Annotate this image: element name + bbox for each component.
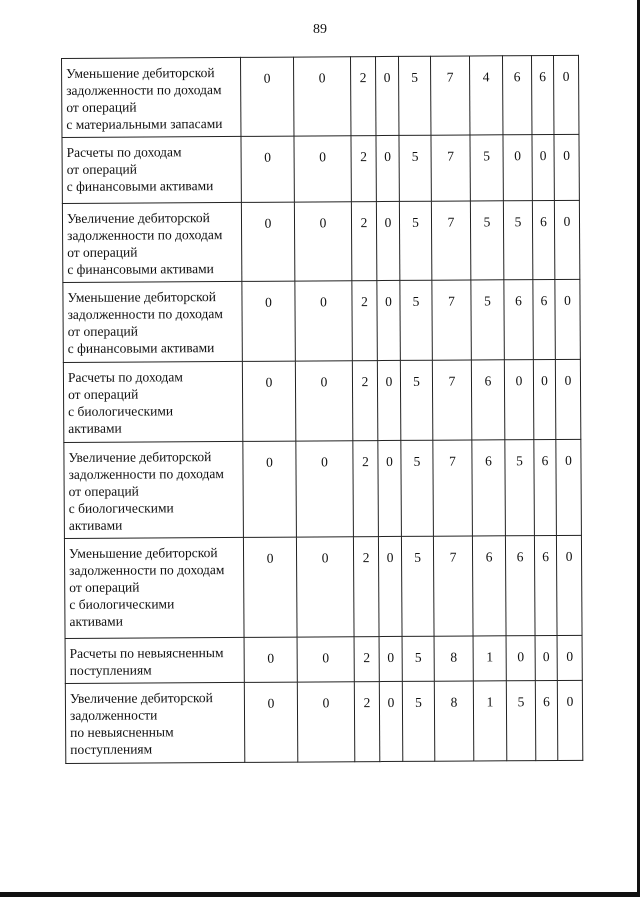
code-digit: 7 <box>432 360 471 440</box>
code-digit: 5 <box>505 440 535 536</box>
code-digit: 6 <box>505 536 535 636</box>
code-digit: 0 <box>294 202 351 281</box>
code-digit: 5 <box>399 135 431 201</box>
code-digit: 4 <box>469 56 502 135</box>
code-digit: 0 <box>295 281 352 361</box>
code-digit: 7 <box>433 440 473 536</box>
code-digit: 8 <box>434 636 473 681</box>
code-digit: 7 <box>430 56 469 135</box>
code-digit: 0 <box>557 635 582 680</box>
row-label: Увеличение дебиторской задолженности по невыясненным поступлениям <box>65 682 244 763</box>
account-code-table <box>61 55 583 764</box>
table-row <box>62 55 579 137</box>
code-digit: 2 <box>352 361 377 441</box>
code-digit: 6 <box>504 280 533 360</box>
code-digit: 0 <box>555 279 580 359</box>
code-digit: 7 <box>431 135 470 201</box>
code-digit: 0 <box>378 536 402 636</box>
code-digit: 5 <box>506 681 535 761</box>
code-digit: 0 <box>296 537 354 637</box>
code-digit: 6 <box>502 56 531 135</box>
code-digit: 0 <box>377 360 400 440</box>
code-digit: 0 <box>555 359 580 439</box>
row-label: Уменьшение дебиторской задолженности по доходам от операций с материальными запасами <box>62 57 241 137</box>
code-digit: 0 <box>377 280 400 360</box>
code-digit: 5 <box>402 636 434 681</box>
code-digit: 6 <box>471 360 504 440</box>
table-row <box>64 535 582 638</box>
table-row <box>62 134 579 203</box>
code-digit: 5 <box>470 135 503 201</box>
code-digit: 0 <box>556 535 582 635</box>
code-digit: 2 <box>354 637 379 682</box>
table-row <box>65 680 582 763</box>
code-digit: 0 <box>243 441 297 537</box>
code-digit: 5 <box>503 201 532 280</box>
row-label: Расчеты по доходам от операций с финансовыми активами <box>62 136 241 203</box>
code-digit: 0 <box>297 637 354 682</box>
table-row <box>64 439 582 538</box>
code-digit: 0 <box>557 680 582 760</box>
code-digit: 0 <box>241 136 294 202</box>
code-digit: 5 <box>401 440 434 536</box>
page-number: 89 <box>313 22 327 37</box>
code-digit: 5 <box>401 536 434 636</box>
code-digit: 0 <box>244 682 297 762</box>
code-digit: 0 <box>295 361 352 441</box>
code-digit: 0 <box>375 56 398 135</box>
code-digit: 5 <box>470 201 503 280</box>
code-digit: 0 <box>293 57 350 136</box>
code-digit: 0 <box>535 635 557 680</box>
code-digit: 6 <box>472 440 506 536</box>
code-digit: 5 <box>402 681 434 761</box>
code-digit: 2 <box>351 136 376 202</box>
code-digit: 2 <box>350 57 375 136</box>
code-digit: 0 <box>240 57 293 136</box>
code-digit: 0 <box>378 440 402 536</box>
code-digit: 0 <box>553 55 578 134</box>
code-digit: 0 <box>504 360 533 440</box>
code-digit: 0 <box>503 135 532 201</box>
code-digit: 2 <box>353 441 379 537</box>
code-digit: 0 <box>376 135 399 201</box>
code-digit: 0 <box>532 134 554 200</box>
code-digit: 0 <box>376 201 399 280</box>
code-digit: 2 <box>353 537 379 637</box>
code-digit: 0 <box>296 441 354 537</box>
code-digit: 6 <box>531 55 553 134</box>
table-row <box>63 279 580 362</box>
code-digit: 6 <box>532 200 554 279</box>
code-digit: 0 <box>554 134 579 200</box>
code-digit: 6 <box>535 680 557 760</box>
code-digit: 5 <box>398 56 430 135</box>
code-digit: 1 <box>473 681 506 761</box>
code-digit: 7 <box>431 201 470 280</box>
code-digit: 0 <box>533 359 555 439</box>
code-digit: 0 <box>243 537 297 637</box>
row-label: Уменьшение дебиторской задолженности по доходам от операций с биологическими активами <box>64 537 244 638</box>
code-digit: 0 <box>506 636 535 681</box>
code-digit: 0 <box>379 636 402 681</box>
row-label: Увеличение дебиторской задолженности по доходам от операций с финансовыми активами <box>62 202 241 282</box>
row-label: Уменьшение дебиторской задолженности по доходам от операций с финансовыми активами <box>63 281 242 362</box>
code-digit: 0 <box>242 361 295 441</box>
code-digit: 7 <box>433 536 473 636</box>
code-digit: 0 <box>244 637 297 682</box>
code-digit: 5 <box>400 360 432 440</box>
table-row <box>62 200 579 282</box>
code-digit: 6 <box>472 536 506 636</box>
code-digit: 6 <box>534 439 557 535</box>
row-label: Увеличение дебиторской задолженности по доходам от операций с биологическими активами <box>64 441 244 538</box>
code-digit: 0 <box>554 200 579 279</box>
table-row <box>63 359 580 442</box>
row-label: Расчеты по невыясненным поступлениям <box>65 637 244 683</box>
code-digit: 0 <box>379 681 402 761</box>
table-row <box>65 635 582 683</box>
code-digit: 8 <box>434 681 473 761</box>
code-digit: 7 <box>432 280 471 360</box>
code-digit: 0 <box>294 136 351 202</box>
code-digit: 1 <box>473 636 506 681</box>
code-digit: 2 <box>351 202 376 281</box>
code-digit: 0 <box>242 281 295 361</box>
code-digit: 5 <box>400 280 432 360</box>
code-digit: 0 <box>297 682 354 762</box>
code-digit: 6 <box>533 279 555 359</box>
code-digit: 5 <box>399 201 431 280</box>
row-label: Расчеты по доходам от операций с биологическими активами <box>63 361 242 442</box>
scan-edge-bottom <box>0 892 640 897</box>
code-digit: 5 <box>471 280 504 360</box>
code-digit: 6 <box>534 535 557 635</box>
code-digit: 2 <box>352 281 377 361</box>
code-digit: 0 <box>241 202 294 281</box>
code-digit: 2 <box>354 682 379 762</box>
code-digit: 0 <box>556 439 582 535</box>
